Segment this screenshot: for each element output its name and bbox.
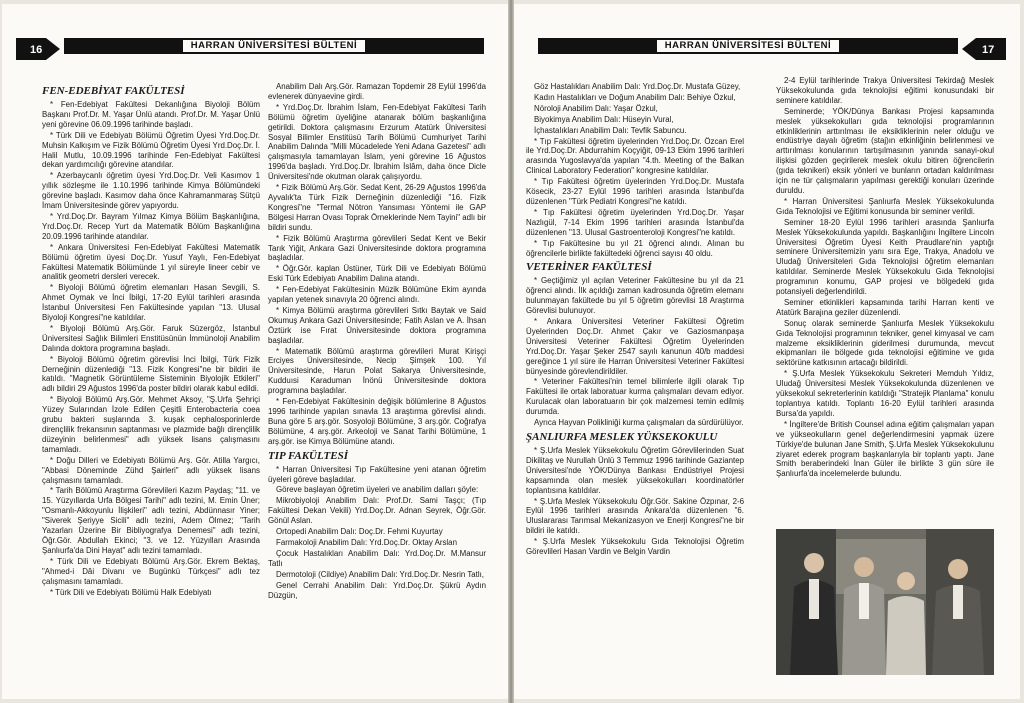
paragraph: * Türk Dili ve Edebiyatı Bölümü Öğretim Üyesi Yrd.Doç.Dr. Muhsin Kalkışım ve Fizik Bölümü Öğretim Üyesi Yrd.Doç.Dr. İ. Halil Mutlu, 10.09.1996 tarihinde Fen-Edebiyat Fakültesi dekan yardımcılığı görevine atandılar.	[42, 130, 260, 170]
paragraph: Mikrobiyoloji Anabilim Dalı: Prof.Dr. Sami Taşçı; (Tıp Fakültesi Dekan Vekili) Yrd.Doç.Dr. Adnan Seyrek, Öğr.Gör. Gönül Aslan.	[268, 496, 486, 526]
page-number-right	[962, 38, 1006, 60]
paragraph: * Yrd.Doç.Dr. Bayram Yılmaz Kimya Bölüm Başkanlığına, Yrd.Doç.Dr. Recep Yurt da Matematik Bölüm Başkanlığına 20.09.1996 tarihinde atandılar.	[42, 211, 260, 241]
paragraph: Anabilim Dalı Arş.Gör. Ramazan Topdemir 28 Eylül 1996'da evlenerek dünyaevine girdi.	[268, 82, 486, 101]
paragraph: * Fen-Edebiyat Fakültesinin Müzik Bölümüne Ekim ayında yapılan yetenek sınavıyla 20 öğrenci alındı.	[268, 285, 486, 305]
paragraph: * Tıp Fakültesi öğretim üyelerinden Yrd.Doç.Dr. Yaşar Nazlıgül, 7-14 Ekim 1996 tarihleri arasında İstanbul'da düzenlenen "13. Ulusal Gastroenteroloji Kongresi"ne katıldı.	[526, 207, 744, 237]
header-title-right: HARRAN ÜNİVERSİTESİ BÜLTENİ	[656, 39, 840, 53]
column-1	[42, 82, 260, 692]
paragraph: Seminer 18-20 Eylül 1996 tarihleri arasında Şanlıurfa Meslek Yüksekokulunda yapıldı. Başkanlığını İngiltere Lincoln Üniversitesi Öğretim Üyesi Keith Praudlare'nin yaptığı seminere Üniversitemizin yanı sıra Ege, Trakya, Anadolu ve Uludağ Üniversiteleri Gıda Teknolojisi öğretim elemanları katıldılar. Seminerde Meslek Yüksekokulu Gıda Teknolojisi programının konumu, GAP projesi ve bölgedeki gıda potansiyeli değerlendirildi.	[776, 217, 994, 297]
group-photo	[776, 529, 994, 675]
paragraph: Seminer etkinlikleri kapsamında tarihi Harran kenti ve Atatürk Barajına geziler düzenlendi.	[776, 297, 994, 317]
paragraph: Ortopedi Anabilim Dalı: Doç.Dr. Fehmi Kuyurtay	[276, 527, 443, 537]
paragraph: * Ş.Urfa Meslek Yüksekokulu Öğr.Gör. Sakine Özpınar, 2-6 Eylül 1996 tarihleri arasında Ankara'da düzenlenen "6. Uluslararası Tarımsal Mekanizasyon ve Enerji Kongresi"ne bir bildiri ile katıldı.	[526, 496, 744, 536]
page-number-right-text: 17	[982, 44, 995, 56]
column-4	[776, 76, 994, 524]
paragraph: * Ş.Urfa Meslek Yüksekokulu Sekreteri Memduh Yıldız, Uludağ Üniversitesi Meslek Yüksekokulunda düzenlenen ve yüksekokul sekreterlerinin katıldığı "Stratejik Planlama" konulu toplantıya katıldı. Toplantı 16-20 Eylül tarihleri arasında Bursa'da yapıldı.	[776, 369, 994, 418]
paragraph: * Veteriner Fakültesi'nin temel bilimlerle ilgili olarak Tıp Fakültesi ile ortak laboratuar kurma çalışmaları devam ediyor. Kurulacak olan laboratuarın bir çok malzemesi temin edilmiş durumda.	[526, 377, 744, 417]
paragraph: * Biyoloji Bölümü öğretim elemanları Hasan Sevgili, S. Ahmet Oymak ve İnci İbilgi, 17-20 Eylül tarihleri arasında İstanbul Üniversitesi Fen Fakültesinde yapılan "13. Ulusal Biyoloji Kongresi"ne katıldılar.	[42, 283, 260, 323]
section-title-veteriner: VETERİNER FAKÜLTESİ	[526, 261, 652, 274]
paragraph: * Ankara Üniversitesi Fen-Edebiyat Fakültesi Matematik Bölümü öğretim üyesi Doç.Dr. Yusuf Yaylı, Fen-Edebiyat Fakültesi Matematik Bölümünde 1 yıl süreyle lineer cebir ve analitik geometri dersleri verecek.	[42, 242, 260, 282]
paragraph: * Harran Üniversitesi Şanlıurfa Meslek Yüksekokulunda Gıda Teknolojisi ve Eğitimi konusunda bir seminer verildi.	[776, 196, 994, 216]
header-title-left: HARRAN ÜNİVERSİTESİ BÜLTENİ	[182, 39, 366, 53]
column-3	[526, 82, 744, 692]
paragraph: * Biyoloji Bölümü Arş.Gör. Mehmet Aksoy, "Ş.Urfa Şehriçi Yüzey Sularından İzole Edilen Çeşitli Enterobacteria coea grubu bakteri suşlarında 3. kuşak cephalosporinlerde dirençlilik frekansının saptanması ve plazmide bağlı dirençlilik düzeyinin belirlenmesi" adlı yüksek lisans çalışmasını tamamladı.	[42, 395, 260, 454]
paragraph: * Türk Dili ve Edebiyatı Bölümü Arş.Gör. Ekrem Bektaş, "Ahmed-i Dâi Divanı ve Bugünkü Türkçesi" adlı tez çalışmasını tamamladı.	[42, 556, 260, 586]
header-bar-left	[64, 38, 484, 54]
paragraph: Kadın Hastalıkları ve Doğum Anabilim Dalı: Behiye Özkul,	[534, 92, 736, 102]
paragraph: * Öğr.Gör. kaplan Üstüner, Türk Dili ve Edebiyatı Bölümü Eski Türk Edebiyatı Anabilim Dalına atandı.	[268, 264, 486, 284]
paragraph: Göz Hastalıkları Anabilim Dalı: Yrd.Doç.Dr. Mustafa Güzey,	[534, 82, 741, 91]
left-page	[2, 4, 508, 699]
section-title-fen-edebiyat: FEN-EDEBİYAT FAKÜLTESİ	[42, 85, 185, 97]
paragraph: * Tıp Fakültesi öğretim üyelerinden Yrd.Doç.Dr. Mustafa Kösecik, 23-27 Eylül 1996 tarihleri arasında İstanbul'da düzenlenen "Türk Pediatri Kongresi"ne katıldı.	[526, 177, 744, 206]
paragraph: * Ş.Urfa Meslek Yüksekokulu Öğretim Görevlilerinden Suat Dikilitaş ve Nurullah Ünlü 3 Temmuz 1996 tarihinde Gaziantep Üniversitesi'nde YÖK/Dünya Bankası Endüstriyel Projesi kapsamında olan meslek yüksekokulları koordinatörler toplantısına katıldılar.	[526, 446, 744, 495]
header-bar-right	[538, 38, 958, 54]
paragraph: İçhastalıkları Anabilim Dalı: Tevfik Sabuncu.	[534, 125, 687, 135]
paragraph: * Tarih Bölümü Araştırma Görevlileri Kazım Paydaş; "11. ve 15. Yüzyıllarda Urfa Bölgesi Tarihi" adlı tezini, M. Emin Üner; "Osmanlı-Akkoyunlu İlişkileri" adlı tezini, Abdünnasır Yiner; "Siverek Şeriyye Sicili" adlı tezini, Adem Ölmez; "Tarih Yazarları Üzerine Bir Bibliyografya Denemesi" adlı tezini, Öğr.Gör. Abdullah Ekinci; "3. ve 12. Yüzyılları Arasında Şanlıurfa'da Dini Hayat" adlı tezini tamamladı.	[42, 486, 260, 555]
section-title-meslek-yuksekokulu: ŞANLIURFA MESLEK YÜKSEKOKULU	[526, 431, 718, 443]
column-2	[268, 82, 486, 692]
paragraph: Sonuç olarak seminerde Şanlıurfa Meslek Yüksekokulu Gıda Teknolojisi programının tekniker, genel kimyasal ve cam malzeme eksikliklerinin giderilmesi durumunda, mevcut ekipmanları ile bölgede gıda teknolojisi eğitimine ve gıda sektörüne katkısının artacağı bildirildi.	[776, 318, 994, 368]
paragraph: * Fizik Bölümü Arş.Gör. Sedat Kent, 26-29 Ağustos 1996'da Ayvalık'ta Türk Fizik Derneğinin düzenlediği "16. Fizik Kongresi"ne "Termal Nötron Yansıması Yöntemi ile GAP Bölgesi Harran Ovası Toprak Örneklerinde Nem Tayini" adlı bir bildiri sundu.	[268, 183, 486, 232]
paragraph: Nöroloji Anabilim Dalı: Yaşar Özkul,	[534, 103, 658, 113]
page-number-left-text: 16	[30, 44, 43, 56]
paragraph: * Doğu Dilleri ve Edebiyatı Bölümü Arş. Gör. Atilla Yargıcı, "Abbasi Döneminde Zühd Şairleri" adlı yüksek lisans çalışmasını tamamladı.	[42, 455, 260, 485]
paragraph: * Kimya Bölümü araştırma görevlileri Sıtkı Baytak ve Said Okumuş Ankara Gazi Üniversitesinde; Fatih Aslan ve A. İhsan Öztürk ise Fırat Üniversitesinde doktora programına başladılar.	[268, 305, 486, 345]
right-page	[514, 4, 1020, 699]
paragraph: * Fen-Edebiyat Fakültesi Dekanlığına Biyoloji Bölüm Başkanı Prof.Dr. M. Yaşar Ünlü atandı. Prof.Dr. M. Yaşar Ünlü yeni görevine 06.09.1996 tarihinde başladı.	[42, 100, 260, 129]
paragraph: Farmakoloji Anabilim Dalı: Yrd.Doç.Dr. Oktay Arslan	[276, 537, 457, 547]
paragraph: Ayrıca Hayvan Polikliniği kurma çalışmaları da sürdürülüyor.	[534, 418, 744, 428]
paragraph: * Biyoloji Bölümü Arş.Gör. Faruk Süzergöz, İstanbul Üniversitesi Sağlık Bilimleri Enstitüsünün İmmünoloji Anabilim Dalında doktora programına başladı.	[42, 323, 260, 353]
paragraph: * Geçtiğimiz yıl açılan Veteriner Fakültesine bu yıl da 21 öğrenci alındı. İlk açıldığı zaman kadrosunda öğretim elemanı bulunmayan fakültede bu yıl 5 öğretim görevlisi 18 Araştırma Görevlisi bulunuyor.	[526, 276, 744, 316]
page-tab-arrow-left	[962, 38, 1006, 60]
paragraph: 2-4 Eylül tarihlerinde Trakya Üniversitesi Tekirdağ Meslek Yüksekokulunda gıda teknolojisi eğitimi konusundaki bir seminere katıldılar.	[776, 76, 994, 105]
paragraph: * Yrd.Doç.Dr. İbrahim İslam, Fen-Edebiyat Fakültesi Tarih Bölümü öğretim üyeliğine atanarak bölüm başkanlığına getirildi. Doktora çalışmasını Erzurum Atatürk Üniversitesi Sosyal Bilimler Enstitüsü Tarih Bölümü Cumhuriyet Tarihi Anabilim Dalında "Milli Mücadelede Yeni Adana Gazetesi" adlı çalışmasıyla tamamlayan İslam, yeni görevine 16 Ağustos 1996'da başladı. Yrd.Doç.Dr. İbrahim İslâm, daha önce Dicle Üniversitesi'nde okutman olarak çalışıyordu.	[268, 102, 486, 182]
paragraph: Biyokimya Anabilim Dalı: Hüseyin Vural,	[534, 114, 674, 124]
page-number-left	[16, 38, 60, 60]
paragraph: * Matematik Bölümü araştırma görevlileri Murat Kirişçi Erciyes Üniversitesinde, Necip Şimşek 100. Yıl Üniversitesinde, Harun Polat Sakarya Üniversitesinde, Kudduısi Karaduman İnönü Üniversitesinde doktora programına başladılar.	[268, 346, 486, 396]
paragraph: * Azerbaycanlı öğretim üyesi Yrd.Doç.Dr. Veli Kasımov 1 yıllık sözleşme ile 1.10.1996 tarihinde Kimya Bölümündeki görevine başladı. Kasımov daha önce Kahramanmaraş Sütçü İmam Üniversitesinde görev yapıyordu.	[42, 171, 260, 211]
paragraph: * Tıp Fakültesi öğretim üyelerinden Yrd.Doç.Dr. Özcan Erel ile Yrd.Doç.Dr. Abdurrahim Koçyiğit, 09-13 Ekim 1996 tarihleri arasında Yugoslavya'da yapılan "4.th. Meeting of the Balkan Clinical Laboratory Federation" kongresine katıldılar.	[526, 136, 744, 176]
group-photo-illustration	[776, 529, 994, 675]
paragraph: Çocuk Hastalıkları Anabilim Dalı: Yrd.Doç.Dr. M.Mansur Tatlı	[268, 548, 486, 568]
paragraph: Genel Cerrahi Anabilim Dalı: Yrd.Doç.Dr. Şükrü Aydın Düzgün,	[268, 580, 486, 600]
paragraph: Dermotoloji (Cildiye) Anabilim Dalı: Yrd.Doç.Dr. Nesrin Tatlı,	[276, 569, 484, 579]
paragraph: Göreve başlayan öğretim üyeleri ve anabilim dalları şöyle:	[276, 485, 479, 495]
paragraph: * Türk Dili ve Edebiyatı Bölümü Halk Edebiyatı	[50, 587, 212, 597]
paragraph: * Fen-Edebiyat Fakültesinin değişik bölümlerine 8 Ağustos 1996 tarihinde yapılan sınavla 13 araştırma görevlisi alındı. Buna göre 5 arş.gör. Sosyoloji Bölümüne, 3 arş.gör. Coğrafya Bölümüne, 4 arş.gör. Arkeoloji ve Sanat Tarihi Bölümüne, 1 arş.gör. ise Kimya Bölümüne atandı.	[268, 397, 486, 446]
paragraph: * Harran Üniversitesi Tıp Fakültesine yeni atanan öğretim üyeleri göreve başladılar.	[268, 464, 486, 484]
paragraph: * Tıp Fakültesine bu yıl 21 öğrenci alındı. Alınan bu öğrencilerle birlikte fakültedeki öğrenci sayısı 40 oldu.	[526, 238, 744, 258]
paragraph: * Biyoloji Bölümü öğretim görevlisi İnci İbilgi, Türk Fizik Derneğinin düzenlediği "13. Fizik Kongresi"ne bir bildiri ile katıldı. "Magnetik Görüntüleme Sisteminin Biyolojik Etkileri" adlı bildiri 29 Ağustos 1996'da poster bildiri olarak kabul edildi.	[42, 354, 260, 394]
paragraph: * Ankara Üniversitesi Veteriner Fakültesi Öğretim Üyelerinden Doç.Dr. Ahmet Çakır ve Gaziosmanpaşa Üniversitesi Veteriner Fakültesi Öğretim Üyelerinden Yrd.Doç.Dr. Yaşar Şeker 2547 sayılı kanunun 40/b maddesi gereğince 1 yıl süre ile Harran Üniversitesi Veteriner Fakültesi bünyesinde görevlendirildiler.	[526, 317, 744, 376]
paragraph: * Fizik Bölümü Araştırma görevlileri Sedat Kent ve Bekir Tarık Yiğit, Ankara Gazi Üniversitesinde doktora programına başladılar.	[268, 233, 486, 263]
paragraph: * Ş.Urfa Meslek Yüksekokulu Gıda Teknolojisi Öğretim Görevlileri Hasan Vardin ve Belgin Vardin	[526, 537, 744, 557]
page-tab-arrow-right	[16, 38, 60, 60]
paragraph: * İngiltere'de British Counsel adına eğitim çalışmaları yapan ve yükseokulların genel değerlendirmesini yapmak üzere Türkiye'de bulunan Jane Smith, Ş.Urfa Meslek Yüksekokulunu ziyaret ederek program başkanlarıyla bir toplantı yaptı. Jane Smith beraberindeki İnan Güler ile birlikte 3 gün süre ile Şanlıurfa'da incelemelerde bulundu.	[776, 419, 994, 479]
paragraph: Seminerde; YÖK/Dünya Bankası Projesi kapsamında meslek yüksekokulları gıda teknolojisi programlarının etkinliklerinin arttırılması ile eksikliklerinin neler olduğu ve endüstriye dayalı öğretim (staj)ın etkinliğinin belirlenmesi ve arttırılması konularının tartışılmasının yanında sanayi-okul ilişkisi gözden geçirilerek meslek okulu bitiren öğrencilerin (gıda teknikeri) eksik yönleri ve bunların ortadan kaldırılması için ne tür çalışmaların yapılması gerektiği konuları üzerinde duruldu.	[776, 106, 994, 195]
section-title-tip: TIP FAKÜLTESİ	[268, 449, 348, 462]
